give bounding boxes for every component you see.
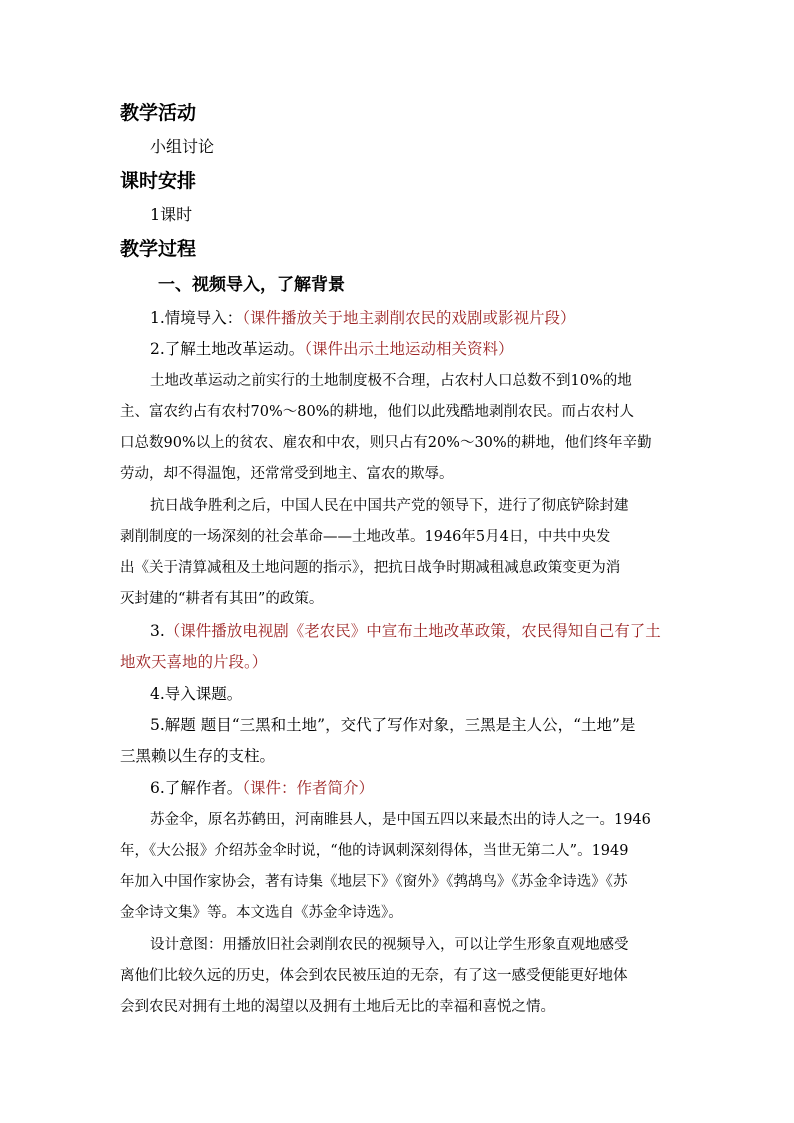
item-5-cont: 三黑赖以生存的支柱。 (120, 747, 276, 765)
item-6-label: 6.了解作者。 (150, 779, 243, 797)
para1-line: 劳动，却不得温饱，还常常受到地主、富农的欺辱。 (120, 466, 454, 482)
para3-line: 年加入中国作家协会，著有诗集《地层下》《窗外》《鹁鸪鸟》《苏金伞诗选》《苏 (120, 874, 628, 890)
para4-line: 设计意图：用播放旧社会剥削农民的视频导入，可以让学生形象直观地感受 (150, 937, 629, 953)
item-6 (150, 776, 374, 798)
item-1 (150, 306, 576, 328)
schedule-content: 1课时 (150, 205, 193, 224)
para1-line: 口总数90%以上的贫农、雇农和中农，则只占有20%～30%的耕地，他们终年辛勤 (120, 435, 652, 451)
para3-line: 年，《大公报》介绍苏金伞时说，“他的诗讽刺深刻得体，当世无第二人”。1949 (120, 843, 629, 859)
para4-line: 离他们比较久远的历史，体会到农民被压迫的无奈，有了这一感受便能更好地体 (120, 968, 628, 984)
para2-line: 灭封建的“耕者有其田”的政策。 (120, 591, 324, 607)
section-title-video-intro: 一、视频导入，了解背景 (158, 275, 345, 295)
item-3 (150, 619, 661, 641)
item-6-note: （课件：作者简介） (242, 779, 375, 797)
para1-line: 土地改革运动之前实行的土地制度极不合理，占农村人口总数不到10%的地 (150, 373, 632, 389)
item-1-label: 1.情境导入： (150, 309, 243, 327)
para2-line: 剥削制度的一场深刻的社会革命——土地改革。1946年5月4日，中共中央发 (120, 529, 611, 545)
item-3-note: （课件播放电视剧《老农民》中宣布土地改革政策，农民得知自己有了土 (164, 622, 661, 640)
para4-line: 会到农民对拥有土地的渴望以及拥有土地后无比的幸福和喜悦之情。 (120, 999, 555, 1015)
item-3-note-cont: 地欢天喜地的片段。） (120, 653, 268, 671)
para3-line: 金伞诗文集》等。本文选自《苏金伞诗选》。 (120, 905, 403, 921)
heading-class-schedule: 课时安排 (120, 170, 197, 192)
para3-line: 苏金伞，原名苏鹤田，河南睢县人，是中国五四以来最杰出的诗人之一。1946 (150, 812, 651, 828)
para2-line: 出《关于清算减租及土地问题的指示》，把抗日战争时期减租减息政策变更为消 (120, 560, 621, 576)
item-1-note: （课件播放关于地主剥削农民的戏剧或影视片段） (242, 309, 576, 327)
item-3-label: 3. (150, 622, 165, 640)
para1-line: 主、富农约占有农村70%～80%的耕地，他们以此残酷地剥削农民。而占农村人 (120, 404, 634, 420)
item-2-label: 2.了解土地改革运动。 (150, 340, 305, 358)
item-5: 5.解题 题目“三黑和土地”，交代了写作对象，三黑是主人公，“土地”是 (150, 716, 636, 734)
item-4: 4.导入课题。 (150, 685, 243, 703)
item-2 (150, 337, 514, 359)
activity-content: 小组讨论 (150, 137, 215, 156)
item-2-note: （课件出示土地运动相关资料） (304, 340, 514, 358)
heading-teaching-process: 教学过程 (120, 238, 197, 260)
heading-teaching-activity: 教学活动 (120, 102, 197, 124)
para2-line: 抗日战争胜利之后，中国人民在中国共产党的领导下，进行了彻底铲除封建 (150, 498, 629, 514)
